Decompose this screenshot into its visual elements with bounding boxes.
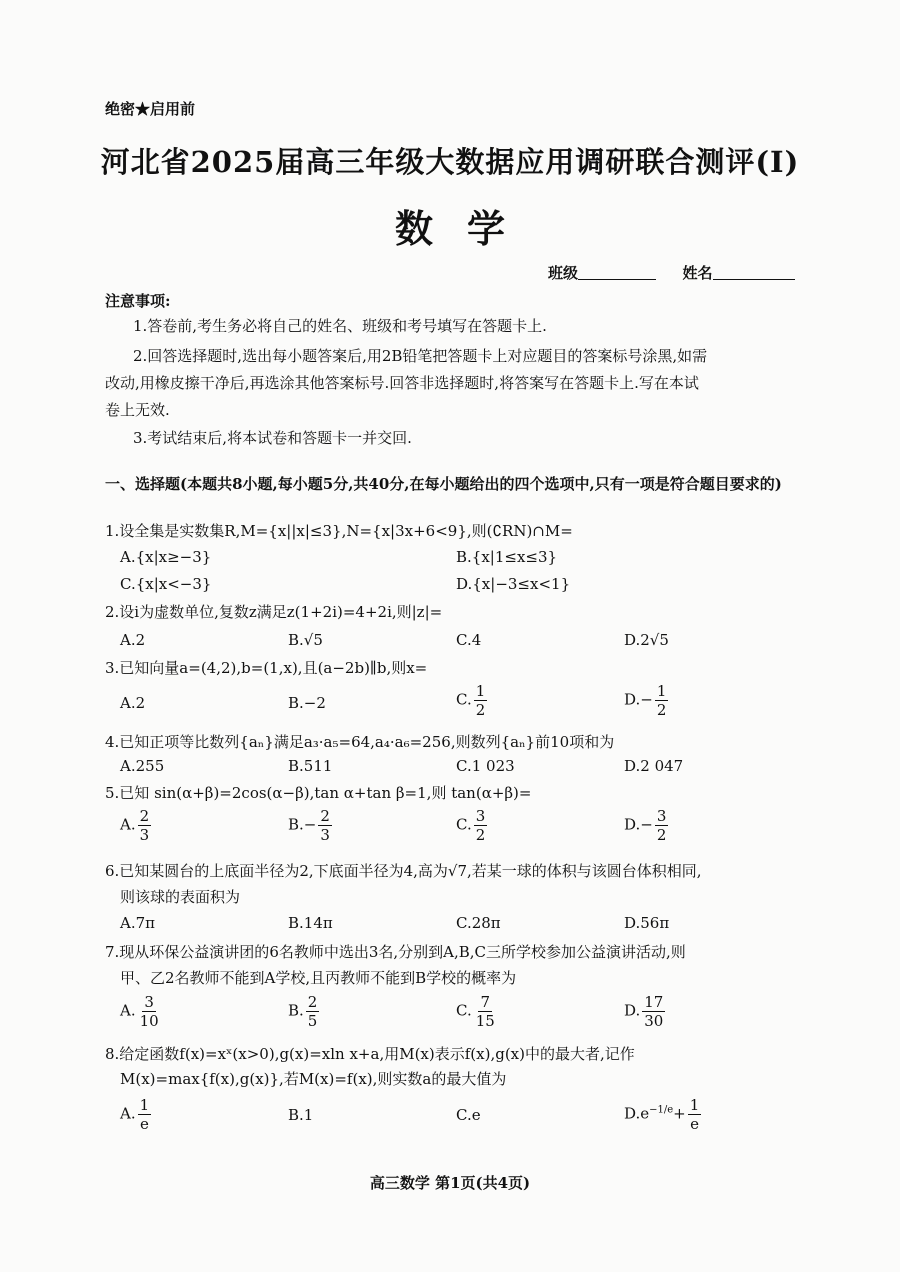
question-1-option-b: B.{x|1≤x≤3}	[456, 548, 558, 566]
student-info	[548, 262, 795, 283]
question-8-option-a: A. $\frac{1}{e}$	[120, 1096, 150, 1133]
question-8-option-b: B.1	[288, 1106, 314, 1124]
question-6-option-c: C.28π	[456, 914, 501, 932]
question-6-stem-line1: 6.已知某圆台的上底面半径为2,下底面半径为4,高为√7,若某一球的体积与该圆台体积相同,	[105, 862, 702, 880]
question-2-option-c: C.4	[456, 631, 482, 649]
question-7-stem-line2: 甲、乙2名教师不能到A学校,且丙教师不能到B学校的概率为	[120, 969, 517, 987]
question-8-stem-line2: M(x)=max{f(x),g(x)},若M(x)=f(x),则实数a的最大值为	[120, 1070, 507, 1088]
question-7-option-a: A. $\frac{3}{10}$	[120, 993, 159, 1030]
fraction: $\frac{1}{e}$	[689, 1096, 700, 1133]
question-3-option-d: D.− $\frac{1}{2}$	[624, 682, 667, 719]
name-label: 姓名	[682, 264, 713, 282]
page-footer: 高三数学 第1页(共4页)	[369, 1174, 531, 1192]
notice-item-2-line1: 2.回答选择题时,选出每小题答案后,用2B铅笔把答题卡上对应题目的答案标号涂黑,如需	[133, 347, 708, 365]
fraction: $\frac{7}{15}$	[475, 993, 495, 1030]
question-8-option-c: C.e	[456, 1106, 481, 1124]
fraction: $\frac{1}{2}$	[656, 682, 667, 719]
question-6-option-d: D.56π	[624, 914, 670, 932]
class-label: 班级	[548, 264, 579, 282]
question-4-option-c: C.1 023	[456, 757, 515, 775]
question-4-option-b: B.511	[288, 757, 333, 775]
subject-title: 数 学	[394, 207, 506, 251]
question-7-stem-line1: 7.现从环保公益演讲团的6名教师中选出3名,分别到A,B,C三所学校参加公益演讲活动,则	[105, 943, 686, 961]
question-7-option-c: C. $\frac{7}{15}$	[456, 993, 495, 1030]
name-blank	[713, 279, 795, 280]
question-5-option-c: C. $\frac{3}{2}$	[456, 807, 486, 844]
notice-heading: 注意事项:	[105, 292, 171, 310]
question-2-stem: 2.设i为虚数单位,复数z满足z(1+2i)=4+2i,则|z|=	[105, 603, 443, 621]
question-3-option-b: B.−2	[288, 694, 326, 712]
notice-item-1: 1.答卷前,考生务必将自己的姓名、班级和考号填写在答题卡上.	[133, 317, 547, 335]
question-7-option-b: B. $\frac{2}{5}$	[288, 993, 318, 1030]
question-6-stem-line2: 则该球的表面积为	[120, 888, 241, 906]
fraction: $\frac{2}{5}$	[307, 993, 318, 1030]
fraction: $\frac{2}{3}$	[320, 807, 330, 844]
question-3-option-c: C. $\frac{1}{2}$	[456, 682, 486, 719]
question-4-option-a: A.255	[120, 757, 165, 775]
fraction: $\frac{3}{2}$	[656, 807, 667, 844]
question-2-option-b: B.√5	[288, 631, 323, 649]
question-4-stem: 4.已知正项等比数列{aₙ}满足a₃·a₅=64,a₄·a₆=256,则数列{aₙ}前10项和为	[105, 733, 615, 751]
question-8-stem-line1: 8.给定函数f(x)=xˣ(x>0),g(x)=xln x+a,用M(x)表示f(x),g(x)中的最大者,记作	[105, 1045, 635, 1063]
section-heading: 一、选择题(本题共8小题,每小题5分,共40分,在每小题给出的四个选项中,只有一项是符合题目要求的)	[105, 475, 782, 493]
question-2-option-d: D.2√5	[624, 631, 669, 649]
question-1-stem: 1.设全集是实数集R,M={x||x|≤3},N={x|3x+6<9},则(∁RN)∩M=	[105, 522, 573, 540]
question-7-option-d: D. $\frac{17}{30}$	[624, 993, 664, 1030]
fraction: $\frac{3}{2}$	[475, 807, 486, 844]
class-blank	[578, 279, 656, 280]
question-5-option-a: A. $\frac{2}{3}$	[120, 807, 150, 844]
question-3-option-a: A.2	[120, 694, 146, 712]
question-6-option-a: A.7π	[120, 914, 156, 932]
fraction: $\frac{17}{30}$	[644, 993, 664, 1030]
question-5-option-b: B.− $\frac{2}{3}$	[288, 807, 330, 844]
notice-item-3: 3.考试结束后,将本试卷和答题卡一并交回.	[133, 429, 412, 447]
question-8-option-d: $D.e^{-1/e}+$ $\frac{1}{e}$	[624, 1096, 700, 1133]
fraction: $\frac{1}{2}$	[475, 682, 486, 719]
question-1-option-a: A.{x|x≥−3}	[120, 548, 212, 566]
fraction: $\frac{1}{e}$	[139, 1096, 150, 1133]
notice-item-2-line2: 改动,用橡皮擦干净后,再选涂其他答案标号.回答非选择题时,将答案写在答题卡上.写在本试	[105, 374, 699, 392]
question-6-option-b: B.14π	[288, 914, 333, 932]
confidential-mark: 绝密★启用前	[105, 100, 196, 118]
question-5-stem: 5.已知 sin(α+β)=2cos(α−β),tan α+tan β=1,则 tan(α+β)=	[105, 784, 532, 802]
question-2-option-a: A.2	[120, 631, 146, 649]
exam-title: 河北省2025届高三年级大数据应用调研联合测评(I)	[100, 145, 800, 179]
question-4-option-d: D.2 047	[624, 757, 684, 775]
question-1-option-d: D.{x|−3≤x<1}	[456, 575, 571, 593]
question-3-stem: 3.已知向量a=(4,2),b=(1,x),且(a−2b)∥b,则x=	[105, 659, 428, 677]
question-5-option-d: D.− $\frac{3}{2}$	[624, 807, 667, 844]
fraction: $\frac{2}{3}$	[139, 807, 150, 844]
question-1-option-c: C.{x|x<−3}	[120, 575, 212, 593]
notice-item-2-line3: 卷上无效.	[105, 401, 170, 419]
fraction: $\frac{3}{10}$	[139, 993, 159, 1030]
